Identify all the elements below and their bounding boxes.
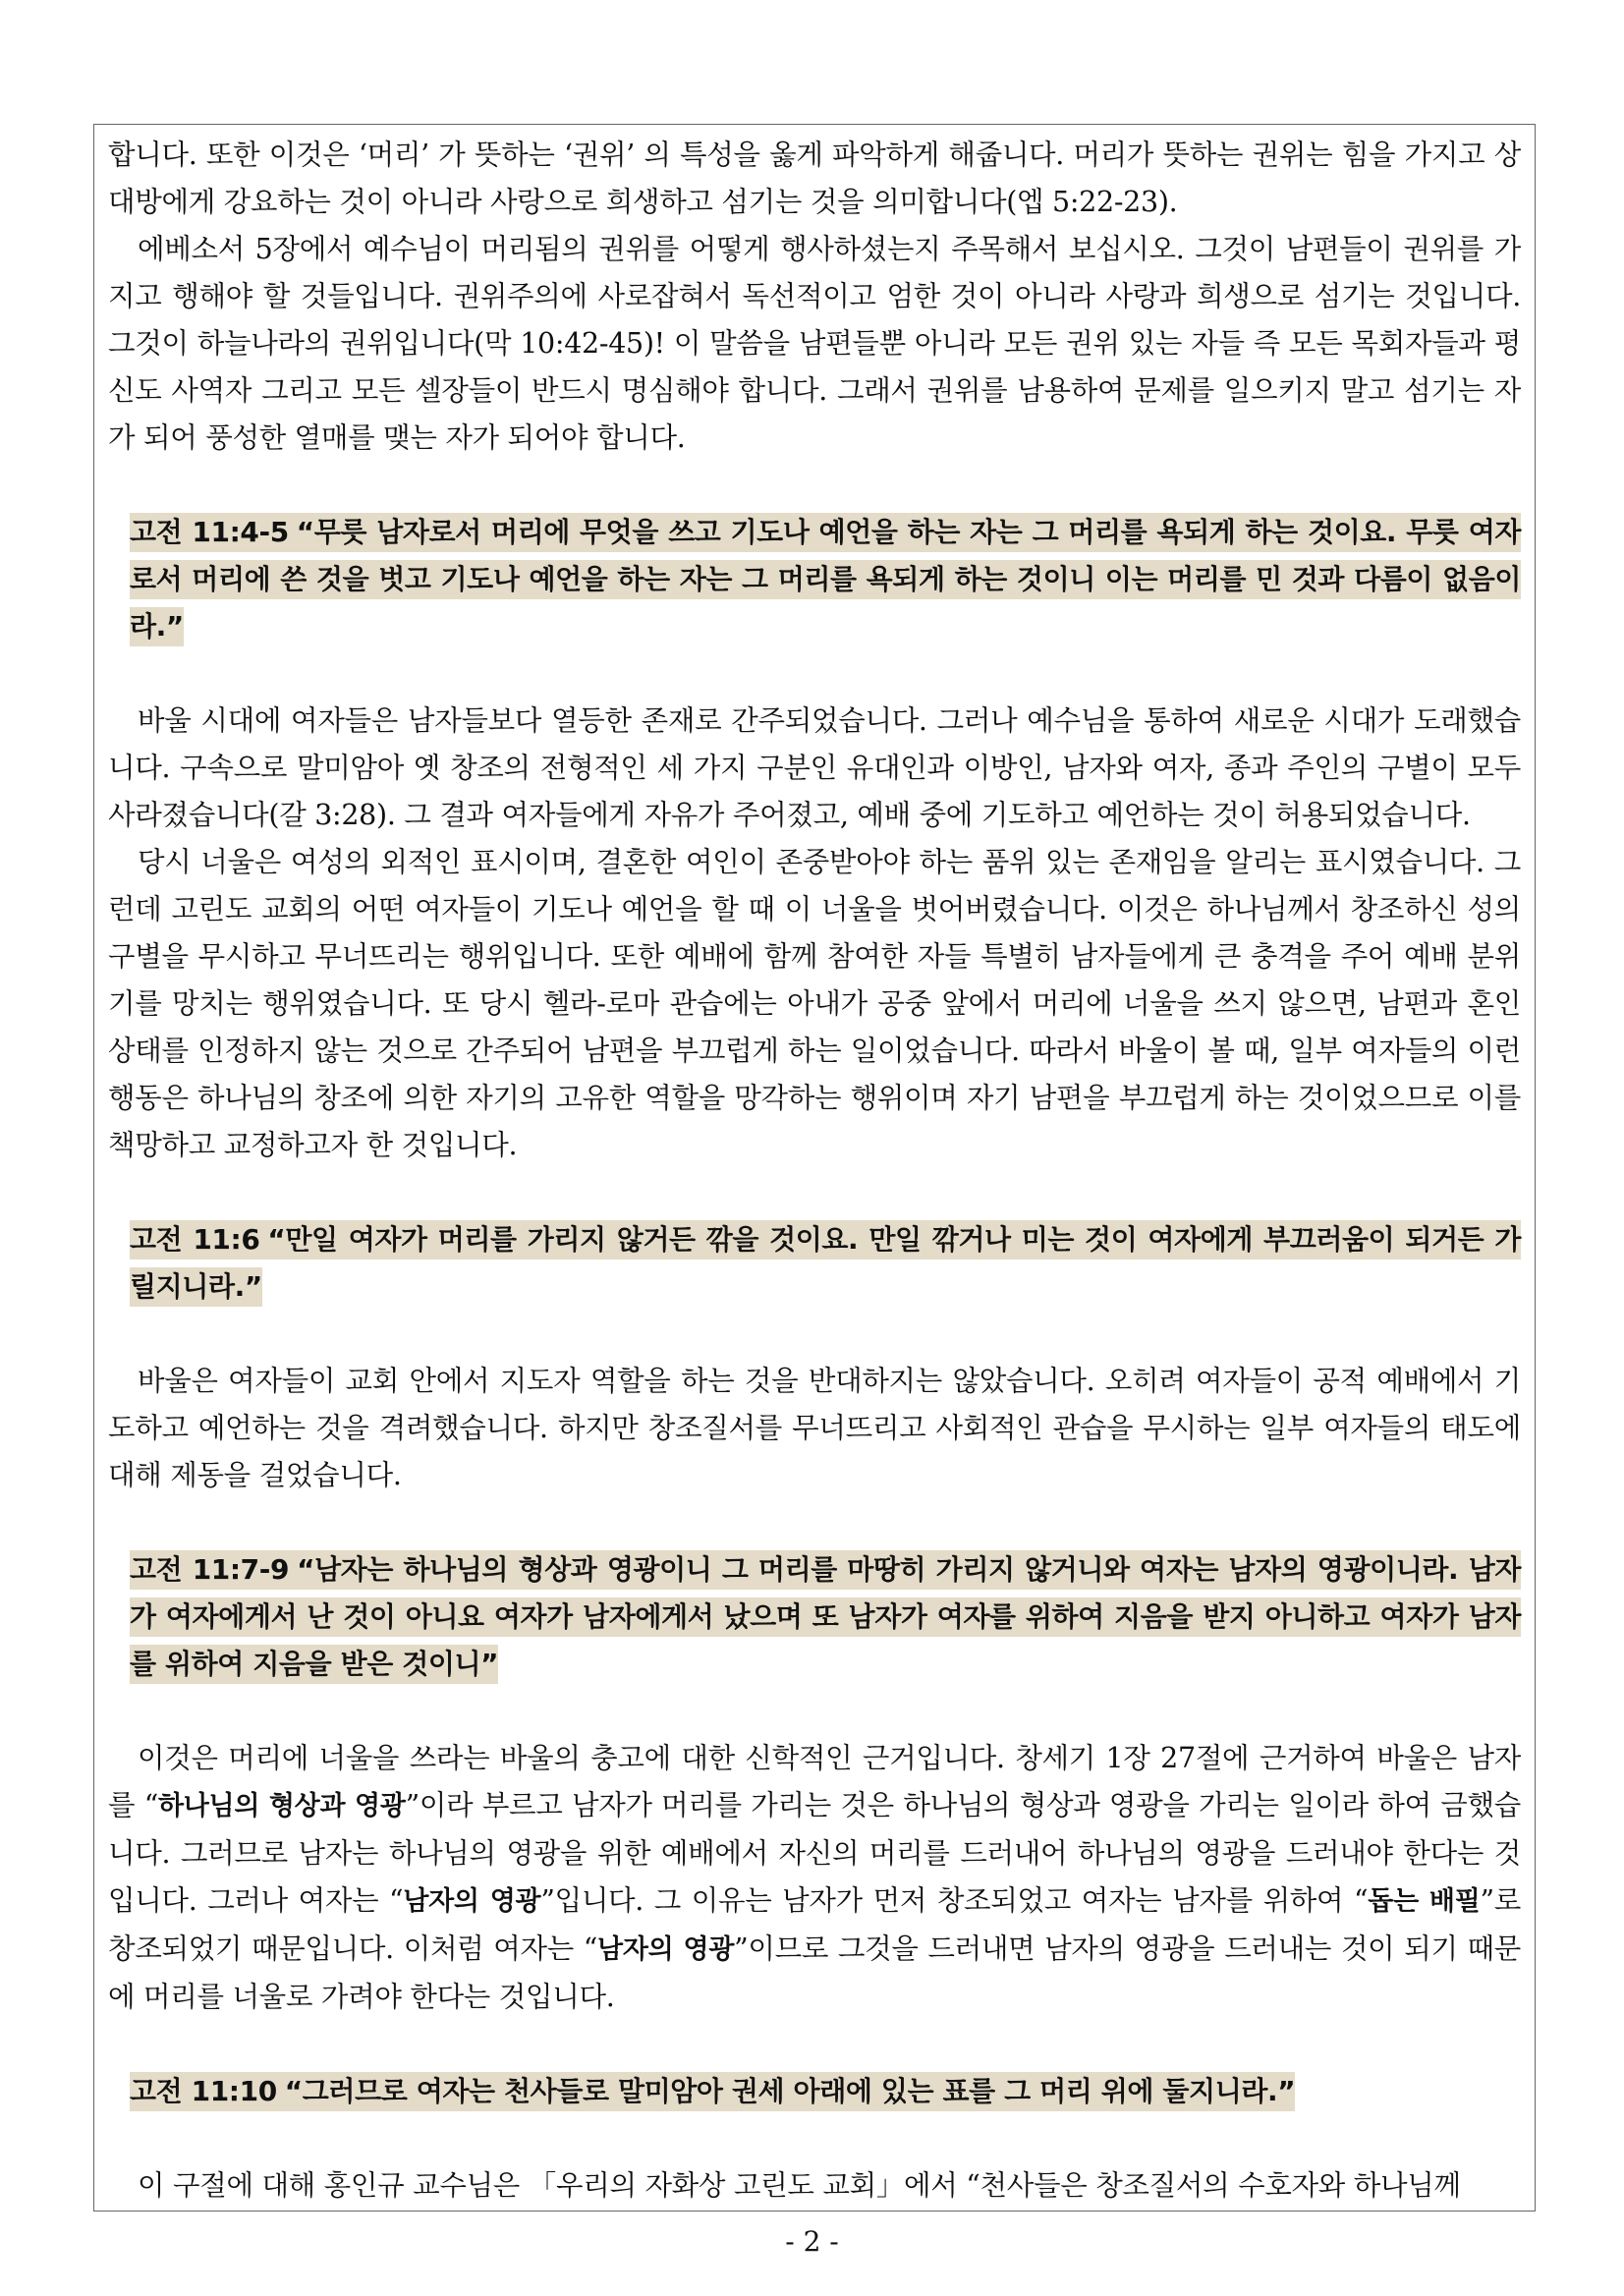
verse-reference: 고전 11:4-5: [130, 516, 289, 548]
verse-text: “만일 여자가 머리를 가리지 않거든 깎을 것이요. 만일 깎거나 미는 것이 여자에게 부끄러움이 되거든 가릴지니라.”: [130, 1223, 1521, 1303]
verse-quote-2: [130, 1216, 1521, 1311]
page-number: - 2 -: [785, 2225, 839, 2258]
verse-quote-3: [130, 1546, 1521, 1688]
paragraph-4: 당시 너울은 여성의 외적인 표시이며, 결혼한 여인이 존중받아야 하는 품위 있는 존재임을 알리는 표시였습니다. 그런데 고린도 교회의 어떤 여자들이 기도나 예언을 할 때 이 너울을 벗어버렸습니다. 이것은 하나님께서 창조하신 성의 구별을 무시하고 무너뜨리는 행위입니다. 또한 예배에 함께 참여한 자들 특별히 남자들에게 큰 충격을 주어 예배 분위기를 망치는 행위였습니다. 또 당시 헬라-로마 관습에는 아내가 공중 앞에서 머리에 너울을 쓰지 않으면, 남편과 혼인 상태를 인정하지 않는 것으로 간주되어 남편을 부끄럽게 하는 일이었습니다. 따라서 바울이 볼 때, 일부 여자들의 이런 행동은 하나님의 창조에 의한 자기의 고유한 역할을 망각하는 행위이며 자기 남편을 부끄럽게 하는 것이었으므로 이를 책망하고 교정하고자 한 것입니다.: [108, 846, 1521, 1161]
paragraph-3: 바울 시대에 여자들은 남자들보다 열등한 존재로 간주되었습니다. 그러나 예수님을 통하여 새로운 시대가 도래했습니다. 구속으로 말미암아 옛 창조의 전형적인 세 가지 구분인 유대인과 이방인, 남자와 여자, 종과 주인의 구별이 모두 사라졌습니다(갈 3:28). 그 결과 여자들에게 자유가 주어졌고, 예배 중에 기도하고 예언하는 것이 허용되었습니다.: [108, 704, 1521, 831]
verse-reference: 고전 11:6: [130, 1223, 260, 1256]
verse-reference: 고전 11:7-9: [130, 1553, 290, 1586]
emphasis-text: 돕는 배필: [1368, 1886, 1481, 1917]
paragraph-6: [108, 1735, 1521, 2021]
text-run: ”이므로 그것을 드러내면 남자의 영광을 드러내는 것이 되기 때문에 머리를 너울로 가려야 한다는 것입니다.: [108, 1932, 1521, 2013]
verse-quote-1: [130, 509, 1521, 650]
text-run: 이것은 머리에 너울을 쓰라는 바울의 충고에 대한 신학적인 근거입니다. 창세기 1장 27절에 근거하여 바울은 남자를 “: [108, 1742, 1521, 1821]
emphasis-text: 남자의 영광: [597, 1934, 735, 1965]
paragraph-7: 이 구절에 대해 홍인규 교수님은 「우리의 자화상 고린도 교회」에서 “천사들은 창조질서의 수호자와 하나님께: [138, 2169, 1461, 2202]
verse-text: “무릇 남자로서 머리에 무엇을 쓰고 기도나 예언을 하는 자는 그 머리를 욕되게 하는 것이요. 무릇 여자로서 머리에 쓴 것을 벗고 기도나 예언을 하는 자는 그 머리를 욕되게 하는 것이니 이는 머리를 민 것과 다름이 없음이라.”: [130, 516, 1521, 643]
verse-reference: 고전 11:10: [130, 2075, 277, 2107]
verse-text: “그러므로 여자는 천사들로 말미암아 권세 아래에 있는 표를 그 머리 위에 둘지니라.”: [284, 2075, 1296, 2107]
paragraph-5: 바울은 여자들이 교회 안에서 지도자 역할을 하는 것을 반대하지는 않았습니다. 오히려 여자들이 공적 예배에서 기도하고 예언하는 것을 격려했습니다. 하지만 창조질서를 무너뜨리고 사회적인 관습을 무시하는 일부 여자들의 태도에 대해 제동을 걸었습니다.: [108, 1365, 1521, 1491]
text-run: ”입니다. 그 이유는 남자가 먼저 창조되었고 여자는 남자를 위하여 “: [540, 1884, 1369, 1917]
emphasis-text: 하나님의 형상과 영광: [157, 1791, 406, 1821]
verse-text: “남자는 하나님의 형상과 영광이니 그 머리를 마땅히 가리지 않거니와 여자는 남자의 영광이니라. 남자가 여자에게서 난 것이 아니요 여자가 남자에게서 났으며 또 남자가 여자를 위하여 지음을 받지 아니하고 여자가 남자를 위하여 지음을 받은 것이니”: [130, 1553, 1521, 1680]
document-body: [108, 132, 1521, 2210]
text-run: ”로 창조되었기 때문입니다. 이처럼 여자는 “: [108, 1884, 1522, 1965]
paragraph-2: 에베소서 5장에서 예수님이 머리됨의 권위를 어떻게 행사하셨는지 주목해서 보십시오. 그것이 남편들이 권위를 가지고 행해야 할 것들입니다. 권위주의에 사로잡혀서 독선적이고 엄한 것이 아니라 사랑과 희생으로 섬기는 것입니다. 그것이 하늘나라의 권위입니다(막 10:42-45)! 이 말씀을 남편들뿐 아니라 모든 권위 있는 자들 즉 모든 목회자들과 평신도 사역자 그리고 모든 셀장들이 반드시 명심해야 합니다. 그래서 권위를 남용하여 문제를 일으키지 말고 섬기는 자가 되어 풍성한 열매를 맺는 자가 되어야 합니다.: [108, 233, 1521, 454]
paragraph-1: 합니다. 또한 이것은 ‘머리’ 가 뜻하는 ‘권위’ 의 특성을 옳게 파악하게 해줍니다. 머리가 뜻하는 권위는 힘을 가지고 상대방에게 강요하는 것이 아니라 사랑으로 희생하고 섬기는 것을 의미합니다(엡 5:22-23).: [108, 139, 1521, 218]
text-run: ”이라 부르고 남자가 머리를 가리는 것은 하나님의 형상과 영광을 가리는 일이라 하여 금했습니다. 그러므로 남자는 하나님의 영광을 위한 예배에서 자신의 머리를 드러내어 하나님의 영광을 드러내야 한다는 것입니다. 그러나 여자는 “: [108, 1789, 1521, 1917]
emphasis-text: 남자의 영광: [403, 1886, 541, 1917]
verse-quote-4: [130, 2068, 1521, 2115]
